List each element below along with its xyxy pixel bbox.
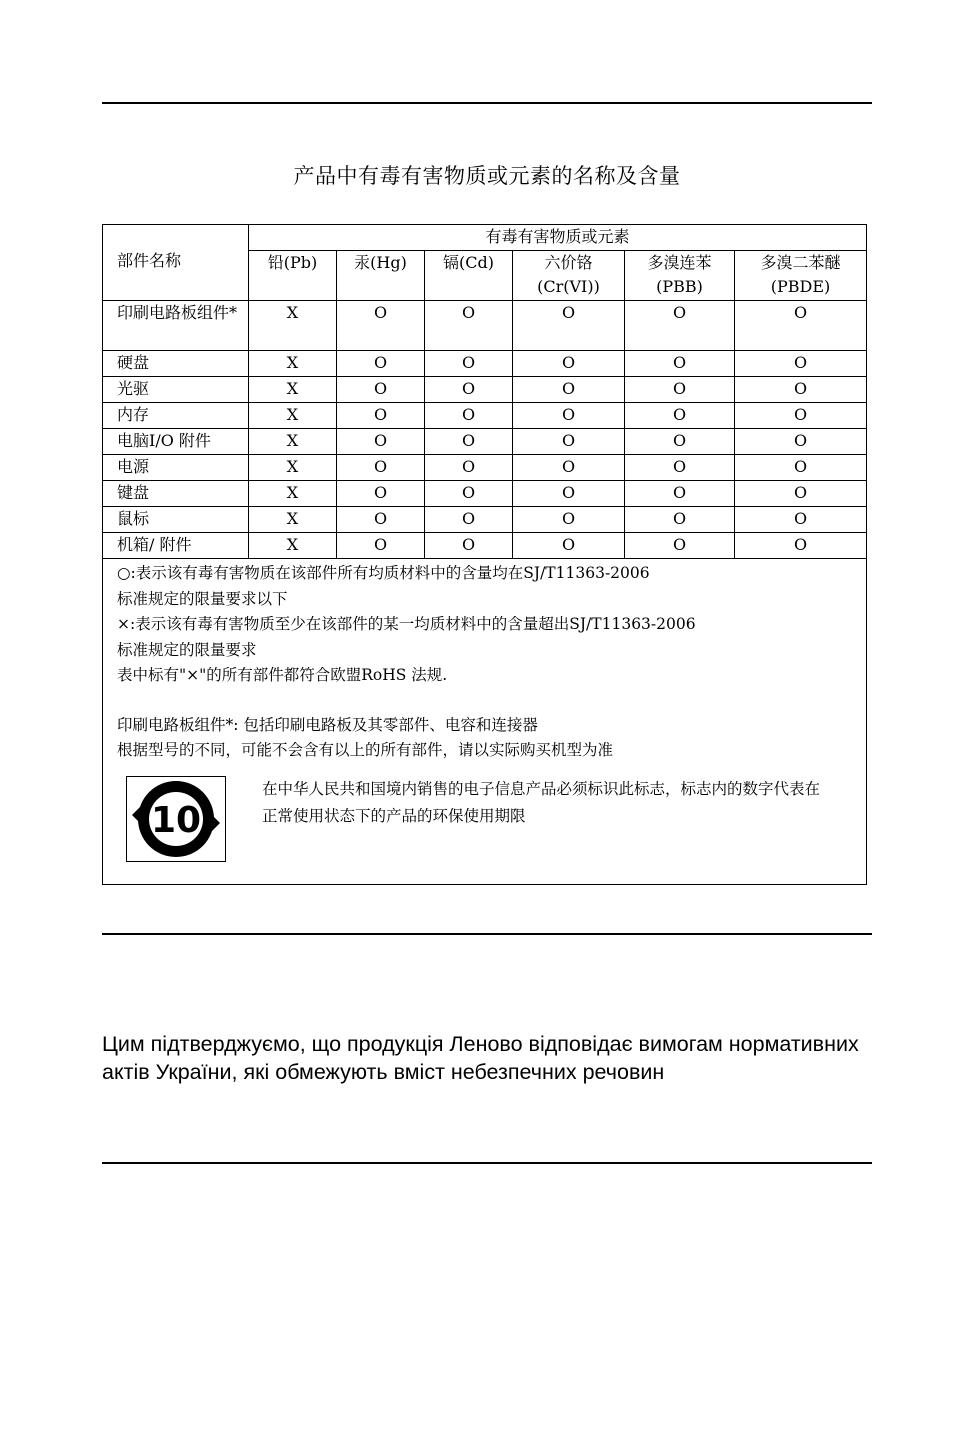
substance-mark-cell: X: [249, 377, 337, 403]
bottom-rule: [102, 1162, 872, 1164]
substance-mark-cell: O: [425, 377, 513, 403]
substance-mark-cell: X: [249, 455, 337, 481]
substance-header: [625, 251, 735, 301]
substance-mark-cell: O: [513, 351, 625, 377]
substance-mark-cell: O: [735, 429, 867, 455]
part-name-cell: 电源: [103, 455, 249, 481]
substance-mark-cell: O: [625, 429, 735, 455]
substance-mark-cell: X: [249, 481, 337, 507]
substance-mark-cell: X: [249, 429, 337, 455]
substance-symbol: (PBB): [656, 277, 703, 296]
substance-mark-cell: O: [337, 403, 425, 429]
substance-mark-cell: O: [513, 507, 625, 533]
table-body: [103, 301, 867, 559]
substance-mark-cell: O: [425, 403, 513, 429]
substance-header: [249, 251, 337, 301]
substance-name: 汞(Hg): [354, 253, 407, 272]
table-row: [103, 429, 867, 455]
substance-mark-cell: O: [625, 403, 735, 429]
substance-mark-cell: X: [249, 301, 337, 351]
ukraine-compliance-statement: Цим підтверджуємо, що продукція Леново відповідає вимогам нормативних актів України, які обмежують вміст небезпечних речовин: [102, 1032, 859, 1084]
substance-mark-cell: O: [337, 481, 425, 507]
substance-mark-cell: O: [625, 351, 735, 377]
part-name-cell: 鼠标: [103, 507, 249, 533]
substance-header: [735, 251, 867, 301]
substance-mark-cell: O: [513, 403, 625, 429]
table-row: [103, 507, 867, 533]
part-name-cell: 内存: [103, 403, 249, 429]
part-name-header: 部件名称: [103, 225, 249, 301]
note-pcb: 印刷电路板组件*: 包括印刷电路板及其零部件、电容和连接器: [117, 715, 538, 734]
table-row: [103, 403, 867, 429]
substance-mark-cell: O: [513, 455, 625, 481]
substance-mark-cell: O: [337, 429, 425, 455]
substance-mark-cell: O: [625, 481, 735, 507]
note-x-line1: ×:表示该有毒有害物质至少在该部件的某一均质材料中的含量超出SJ/T11363-2006: [117, 615, 696, 633]
substance-mark-cell: O: [735, 533, 867, 559]
substance-name: 镉(Cd): [443, 253, 494, 272]
part-name-cell: 印刷电路板组件*: [103, 301, 249, 351]
part-name-cell: 键盘: [103, 481, 249, 507]
table-row: [103, 533, 867, 559]
substance-mark-cell: O: [735, 301, 867, 351]
note-model: 根据型号的不同，可能不会含有以上的所有部件，请以实际购买机型为准: [117, 741, 614, 759]
table-row: [103, 377, 867, 403]
substance-mark-cell: O: [625, 377, 735, 403]
environment-protection-period-icon: [130, 779, 222, 859]
substance-mark-cell: X: [249, 507, 337, 533]
substance-mark-cell: O: [513, 533, 625, 559]
substance-name: 六价铬: [544, 253, 593, 272]
substance-mark-cell: O: [425, 481, 513, 507]
substance-mark-cell: X: [249, 351, 337, 377]
middle-rule: [102, 933, 872, 935]
table-row: [103, 301, 867, 351]
substance-mark-cell: O: [337, 533, 425, 559]
substance-mark-cell: X: [249, 533, 337, 559]
substance-mark-cell: O: [735, 377, 867, 403]
substance-mark-cell: O: [735, 351, 867, 377]
substance-mark-cell: O: [625, 301, 735, 351]
note-x-line2: 标准规定的限量要求: [117, 640, 257, 659]
top-rule: [102, 102, 872, 104]
substance-name: 多溴二苯醚: [760, 253, 841, 272]
substance-header: [513, 251, 625, 301]
substance-mark-cell: O: [425, 455, 513, 481]
epup-number: 10: [150, 799, 202, 841]
note-o-line2: 标准规定的限量要求以下: [117, 589, 288, 608]
epup-description: 在中华人民共和国境内销售的电子信息产品必须标识此标志，标志内的数字代表在正常使用状态下的产品的环保使用期限: [262, 779, 821, 825]
substance-mark-cell: O: [513, 377, 625, 403]
note-rohs: 表中标有"×"的所有部件都符合欧盟RoHS 法规.: [117, 666, 448, 684]
substance-mark-cell: O: [735, 507, 867, 533]
substance-mark-cell: O: [425, 507, 513, 533]
substance-mark-cell: O: [337, 351, 425, 377]
part-name-cell: 光驱: [103, 377, 249, 403]
table-row: [103, 481, 867, 507]
table-row: [103, 455, 867, 481]
substance-mark-cell: O: [625, 455, 735, 481]
substance-mark-cell: O: [425, 351, 513, 377]
substance-mark-cell: O: [513, 429, 625, 455]
substance-symbol: (PBDE): [770, 277, 831, 296]
substance-header: [337, 251, 425, 301]
substance-mark-cell: O: [625, 507, 735, 533]
substance-mark-cell: O: [337, 455, 425, 481]
substance-mark-cell: O: [337, 301, 425, 351]
substance-mark-cell: O: [513, 301, 625, 351]
substance-name: 铅(Pb): [267, 253, 318, 272]
page-title: 产品中有毒有害物质或元素的名称及含量: [293, 164, 681, 188]
substance-name: 多溴连苯: [647, 253, 712, 272]
hazardous-substance-table: [102, 224, 867, 885]
part-name-cell: 电脑I/O 附件: [103, 429, 249, 455]
substance-mark-cell: O: [735, 403, 867, 429]
environment-protection-period-logo: [126, 776, 226, 862]
substance-mark-cell: O: [735, 481, 867, 507]
part-name-cell: 硬盘: [103, 351, 249, 377]
table-row: [103, 351, 867, 377]
notes-cell: [103, 559, 867, 885]
substance-mark-cell: O: [513, 481, 625, 507]
substance-mark-cell: O: [425, 533, 513, 559]
substance-mark-cell: O: [425, 301, 513, 351]
substance-mark-cell: O: [337, 377, 425, 403]
substance-mark-cell: O: [425, 429, 513, 455]
substance-symbol: (Cr(VI)): [537, 277, 600, 296]
substance-mark-cell: O: [337, 507, 425, 533]
note-o-line1: ○:表示该有毒有害物质在该部件所有均质材料中的含量均在SJ/T11363-2006: [117, 564, 650, 582]
substances-group-header: 有毒有害物质或元素: [249, 225, 867, 251]
substance-mark-cell: O: [625, 533, 735, 559]
substance-mark-cell: X: [249, 403, 337, 429]
part-name-cell: 机箱/ 附件: [103, 533, 249, 559]
substance-mark-cell: O: [735, 455, 867, 481]
substance-header: [425, 251, 513, 301]
